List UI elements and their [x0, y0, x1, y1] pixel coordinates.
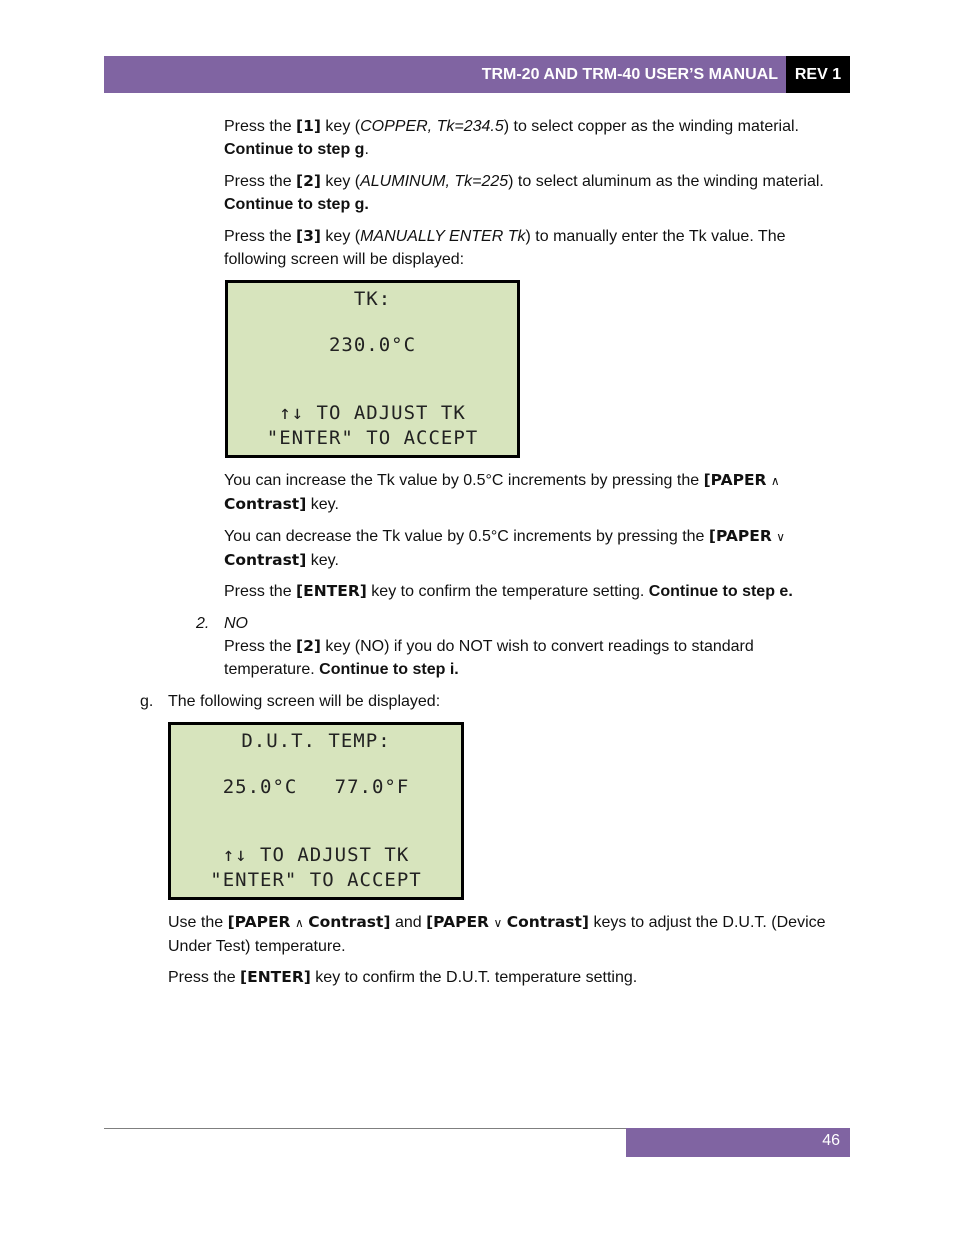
continue-step: Continue to step g — [224, 141, 365, 158]
paragraph-manual-tk: Press the [3] key (MANUALLY ENTER Tk) to manually enter the Tk value. The following screen will be displayed: — [224, 227, 786, 268]
lcd-line-2: 230.0°C — [328, 334, 417, 356]
paragraph-increase: You can increase the Tk value by 0.5°C increments by pressing the [PAPER ∧ Contrast] key. — [224, 471, 780, 513]
continue-step: Continue to step g. — [224, 196, 369, 213]
page-header — [104, 56, 850, 93]
lcd-screen-tk — [225, 280, 520, 458]
page-number-box — [626, 1128, 850, 1157]
up-caret-icon: ∧ — [770, 474, 780, 488]
down-caret-icon: ∨ — [776, 530, 786, 544]
key-2: [2] — [296, 172, 321, 190]
lcd-line-4: "ENTER" TO ACCEPT — [266, 427, 479, 449]
list-number: 2. — [196, 615, 210, 632]
list-item-no: NO — [224, 615, 248, 632]
lcd-line-2: 25.0°C 77.0°F — [222, 776, 410, 798]
continue-step: Continue to step e. — [648, 583, 793, 600]
paragraph-aluminum: Press the [2] key (ALUMINUM, Tk=225) to select aluminum as the winding material. Continue to step g. — [224, 172, 824, 213]
down-caret-icon: ∨ — [493, 916, 503, 930]
step-g-text: The following screen will be displayed: — [168, 693, 441, 710]
paragraph-dut-confirm: Press the [ENTER] key to confirm the D.U.T. temperature setting. — [168, 968, 638, 986]
step-letter: g. — [140, 693, 154, 710]
key-3: [3] — [296, 227, 321, 245]
manual-title: TRM-20 AND TRM-40 USER’S MANUAL — [481, 66, 778, 83]
page-number: 46 — [822, 1132, 840, 1149]
revision-badge: REV 1 — [786, 56, 850, 93]
paragraph-decrease: You can decrease the Tk value by 0.5°C increments by pressing the [PAPER ∨ Contrast] key. — [224, 527, 786, 569]
key-enter: [ENTER] — [296, 582, 367, 600]
lcd-line-4: "ENTER" TO ACCEPT — [210, 869, 422, 891]
lcd-line-1: TK: — [353, 288, 392, 310]
continue-step: Continue to step i. — [319, 661, 459, 678]
lcd-line-3: ↑↓ TO ADJUST TK — [279, 402, 466, 424]
paragraph-copper: Press the [1] key (COPPER, Tk=234.5) to select copper as the winding material. Continue to step g. — [224, 117, 799, 158]
lcd-screen-dut — [168, 722, 464, 900]
paragraph-dut-adjust: Use the [PAPER ∧ Contrast] and [PAPER ∨ Contrast] keys to adjust the D.U.T. (Device Under Test) temperature. — [168, 913, 826, 955]
lcd-line-3: ↑↓ TO ADJUST TK — [222, 844, 410, 866]
lcd-line-1: D.U.T. TEMP: — [241, 730, 391, 752]
key-1: [1] — [296, 117, 321, 135]
up-caret-icon: ∧ — [294, 916, 304, 930]
paragraph-no: Press the [2] key (NO) if you do NOT wish to convert readings to standard temperature. Continue to step i. — [224, 637, 754, 678]
key-2: [2] — [296, 637, 321, 655]
key-enter: [ENTER] — [240, 968, 311, 986]
paragraph-enter-confirm: Press the [ENTER] key to confirm the temperature setting. Continue to step e. — [224, 582, 793, 600]
